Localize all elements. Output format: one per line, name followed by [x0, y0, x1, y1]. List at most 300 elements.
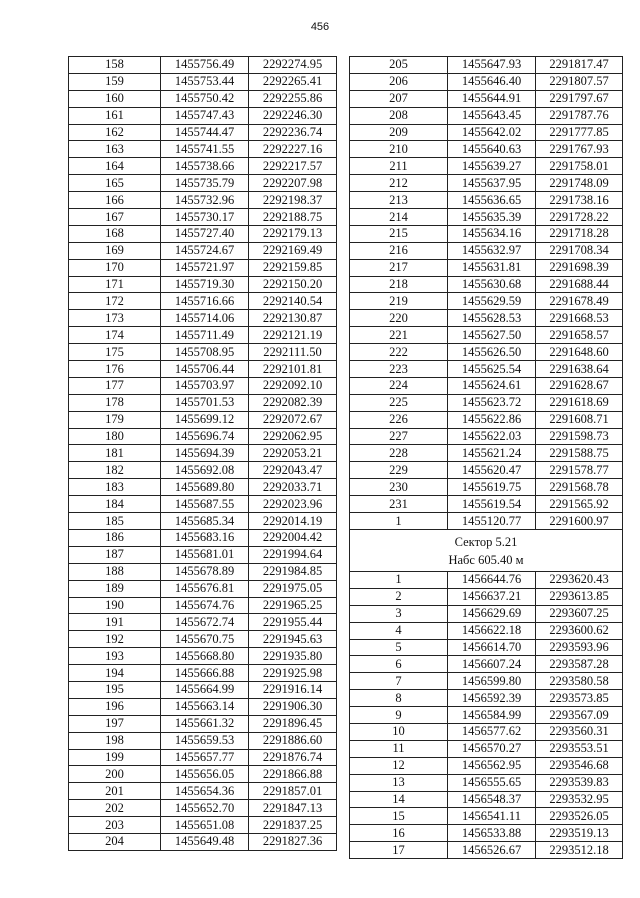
- point-number-cell: 170: [69, 259, 161, 276]
- table-row: [69, 175, 337, 192]
- y-coordinate-cell: 2291728.22: [536, 209, 623, 226]
- x-coordinate-cell: 1455657.77: [161, 749, 249, 766]
- point-number-cell: 171: [69, 276, 161, 293]
- point-number-cell: 177: [69, 377, 161, 394]
- point-number-cell: 204: [69, 833, 161, 850]
- table-row: [350, 259, 623, 276]
- x-coordinate-cell: 1455699.12: [161, 411, 249, 428]
- x-coordinate-cell: 1455647.93: [448, 57, 536, 74]
- table-row: [69, 597, 337, 614]
- table-row: [350, 344, 623, 361]
- table-row: [69, 276, 337, 293]
- y-coordinate-cell: 2292265.41: [249, 73, 337, 90]
- x-coordinate-cell: 1455654.36: [161, 783, 249, 800]
- x-coordinate-cell: 1455622.03: [448, 428, 536, 445]
- y-coordinate-cell: 2291688.44: [536, 276, 623, 293]
- y-coordinate-cell: 2293560.31: [536, 723, 623, 740]
- point-number-cell: 208: [350, 107, 448, 124]
- table-row: [69, 496, 337, 513]
- table-row: [69, 715, 337, 732]
- y-coordinate-cell: 2292169.49: [249, 242, 337, 259]
- point-number-cell: 179: [69, 411, 161, 428]
- point-number-cell: 200: [69, 766, 161, 783]
- coordinates-table-right: [349, 56, 623, 859]
- point-number-cell: 13: [350, 774, 448, 791]
- x-coordinate-cell: 1455706.44: [161, 361, 249, 378]
- table-row: [69, 242, 337, 259]
- x-coordinate-cell: 1455619.54: [448, 496, 536, 513]
- x-coordinate-cell: 1455694.39: [161, 445, 249, 462]
- point-number-cell: 210: [350, 141, 448, 158]
- y-coordinate-cell: 2292121.19: [249, 327, 337, 344]
- table-row: [69, 428, 337, 445]
- x-coordinate-cell: 1455632.97: [448, 242, 536, 259]
- y-coordinate-cell: 2291896.45: [249, 715, 337, 732]
- y-coordinate-cell: 2291797.67: [536, 90, 623, 107]
- y-coordinate-cell: 2291608.71: [536, 411, 623, 428]
- coordinates-table-left: [68, 56, 337, 851]
- x-coordinate-cell: 1455727.40: [161, 225, 249, 242]
- y-coordinate-cell: 2291975.05: [249, 580, 337, 597]
- x-coordinate-cell: 1455730.17: [161, 209, 249, 226]
- y-coordinate-cell: 2291916.14: [249, 681, 337, 698]
- table-row: [350, 293, 623, 310]
- point-number-cell: 226: [350, 411, 448, 428]
- x-coordinate-cell: 1455120.77: [448, 513, 536, 530]
- y-coordinate-cell: 2293553.51: [536, 740, 623, 757]
- x-coordinate-cell: 1455753.44: [161, 73, 249, 90]
- table-row: [69, 732, 337, 749]
- y-coordinate-cell: 2291618.69: [536, 394, 623, 411]
- y-coordinate-cell: 2292274.95: [249, 57, 337, 74]
- table-row: [350, 124, 623, 141]
- table-row: [69, 580, 337, 597]
- point-number-cell: 197: [69, 715, 161, 732]
- point-number-cell: 207: [350, 90, 448, 107]
- x-coordinate-cell: 1455674.76: [161, 597, 249, 614]
- table-row: [350, 757, 623, 774]
- point-number-cell: 213: [350, 192, 448, 209]
- point-number-cell: 178: [69, 394, 161, 411]
- table-row: [69, 648, 337, 665]
- table-row: [350, 513, 623, 530]
- y-coordinate-cell: 2292043.47: [249, 462, 337, 479]
- x-coordinate-cell: 1455627.50: [448, 327, 536, 344]
- y-coordinate-cell: 2291925.98: [249, 665, 337, 682]
- table-row: [350, 496, 623, 513]
- point-number-cell: 174: [69, 327, 161, 344]
- x-coordinate-cell: 1456607.24: [448, 656, 536, 673]
- x-coordinate-cell: 1455685.34: [161, 513, 249, 530]
- point-number-cell: 209: [350, 124, 448, 141]
- x-coordinate-cell: 1455656.05: [161, 766, 249, 783]
- x-coordinate-cell: 1455651.08: [161, 817, 249, 834]
- x-coordinate-cell: 1455637.95: [448, 175, 536, 192]
- y-coordinate-cell: 2293567.09: [536, 707, 623, 724]
- x-coordinate-cell: 1455652.70: [161, 800, 249, 817]
- x-coordinate-cell: 1455628.53: [448, 310, 536, 327]
- y-coordinate-cell: 2291600.97: [536, 513, 623, 530]
- x-coordinate-cell: 1456644.76: [448, 571, 536, 588]
- point-number-cell: 159: [69, 73, 161, 90]
- point-number-cell: 195: [69, 681, 161, 698]
- table-row: [350, 90, 623, 107]
- table-row: [350, 141, 623, 158]
- point-number-cell: 168: [69, 225, 161, 242]
- table-row: [69, 513, 337, 530]
- y-coordinate-cell: 2291718.28: [536, 225, 623, 242]
- x-coordinate-cell: 1455630.68: [448, 276, 536, 293]
- y-coordinate-cell: 2291565.92: [536, 496, 623, 513]
- table-row: [350, 639, 623, 656]
- y-coordinate-cell: 2293580.58: [536, 673, 623, 690]
- y-coordinate-cell: 2291876.74: [249, 749, 337, 766]
- y-coordinate-cell: 2291678.49: [536, 293, 623, 310]
- y-coordinate-cell: 2292014.19: [249, 513, 337, 530]
- page-number: 456: [310, 21, 330, 33]
- y-coordinate-cell: 2292150.20: [249, 276, 337, 293]
- y-coordinate-cell: 2291588.75: [536, 445, 623, 462]
- table-row: [350, 428, 623, 445]
- point-number-cell: 230: [350, 479, 448, 496]
- table-row: [69, 344, 337, 361]
- point-number-cell: 216: [350, 242, 448, 259]
- point-number-cell: 214: [350, 209, 448, 226]
- point-number-cell: 218: [350, 276, 448, 293]
- point-number-cell: 223: [350, 361, 448, 378]
- table-row: [69, 73, 337, 90]
- x-coordinate-cell: 1455676.81: [161, 580, 249, 597]
- y-coordinate-cell: 2293546.68: [536, 757, 623, 774]
- table-row: [69, 665, 337, 682]
- x-coordinate-cell: 1456570.27: [448, 740, 536, 757]
- point-number-cell: 215: [350, 225, 448, 242]
- table-row: [350, 445, 623, 462]
- y-coordinate-cell: 2291767.93: [536, 141, 623, 158]
- x-coordinate-cell: 1455668.80: [161, 648, 249, 665]
- x-coordinate-cell: 1455689.80: [161, 479, 249, 496]
- point-number-cell: 217: [350, 259, 448, 276]
- table-row: [69, 124, 337, 141]
- right-table-body-top: [350, 57, 623, 530]
- y-coordinate-cell: 2291578.77: [536, 462, 623, 479]
- y-coordinate-cell: 2291738.16: [536, 192, 623, 209]
- y-coordinate-cell: 2291807.57: [536, 73, 623, 90]
- point-number-cell: 219: [350, 293, 448, 310]
- table-row: [69, 394, 337, 411]
- table-row: [69, 327, 337, 344]
- point-number-cell: 163: [69, 141, 161, 158]
- x-coordinate-cell: 1455623.72: [448, 394, 536, 411]
- x-coordinate-cell: 1455639.27: [448, 158, 536, 175]
- y-coordinate-cell: 2293607.25: [536, 605, 623, 622]
- x-coordinate-cell: 1455701.53: [161, 394, 249, 411]
- point-number-cell: 166: [69, 192, 161, 209]
- sector-height: Набс 605.40 м: [448, 552, 524, 567]
- y-coordinate-cell: 2292140.54: [249, 293, 337, 310]
- table-row: [69, 158, 337, 175]
- table-row: [69, 681, 337, 698]
- table-row: [350, 690, 623, 707]
- point-number-cell: 8: [350, 690, 448, 707]
- y-coordinate-cell: 2292179.13: [249, 225, 337, 242]
- x-coordinate-cell: 1455747.43: [161, 107, 249, 124]
- table-row: [350, 740, 623, 757]
- point-number-cell: 205: [350, 57, 448, 74]
- point-number-cell: 173: [69, 310, 161, 327]
- table-row: [350, 791, 623, 808]
- y-coordinate-cell: 2293532.95: [536, 791, 623, 808]
- y-coordinate-cell: 2291955.44: [249, 614, 337, 631]
- table-row: [69, 57, 337, 74]
- table-row: [69, 107, 337, 124]
- point-number-cell: 9: [350, 707, 448, 724]
- point-number-cell: 188: [69, 563, 161, 580]
- table-row: [69, 361, 337, 378]
- point-number-cell: 196: [69, 698, 161, 715]
- table-row: [350, 57, 623, 74]
- point-number-cell: 172: [69, 293, 161, 310]
- table-row: [350, 462, 623, 479]
- table-row: [350, 175, 623, 192]
- point-number-cell: 202: [69, 800, 161, 817]
- x-coordinate-cell: 1456599.80: [448, 673, 536, 690]
- table-row: [350, 158, 623, 175]
- point-number-cell: 167: [69, 209, 161, 226]
- y-coordinate-cell: 2291568.78: [536, 479, 623, 496]
- y-coordinate-cell: 2291758.01: [536, 158, 623, 175]
- x-coordinate-cell: 1455631.81: [448, 259, 536, 276]
- y-coordinate-cell: 2291648.60: [536, 344, 623, 361]
- point-number-cell: 15: [350, 808, 448, 825]
- point-number-cell: 198: [69, 732, 161, 749]
- y-coordinate-cell: 2291847.13: [249, 800, 337, 817]
- point-number-cell: 191: [69, 614, 161, 631]
- table-row: [69, 529, 337, 546]
- y-coordinate-cell: 2293620.43: [536, 571, 623, 588]
- point-number-cell: 1: [350, 513, 448, 530]
- x-coordinate-cell: 1455735.79: [161, 175, 249, 192]
- y-coordinate-cell: 2292111.50: [249, 344, 337, 361]
- table-row: [69, 90, 337, 107]
- table-row: [69, 310, 337, 327]
- table-row: [69, 766, 337, 783]
- sector-title: Сектор 5.21: [454, 534, 518, 549]
- x-coordinate-cell: 1456533.88: [448, 825, 536, 842]
- table-row: [350, 276, 623, 293]
- y-coordinate-cell: 2291638.64: [536, 361, 623, 378]
- point-number-cell: 175: [69, 344, 161, 361]
- y-coordinate-cell: 2291837.25: [249, 817, 337, 834]
- y-coordinate-cell: 2293512.18: [536, 842, 623, 859]
- table-row: [350, 622, 623, 639]
- y-coordinate-cell: 2291886.60: [249, 732, 337, 749]
- point-number-cell: 162: [69, 124, 161, 141]
- table-row: [350, 192, 623, 209]
- point-number-cell: 4: [350, 622, 448, 639]
- y-coordinate-cell: 2293613.85: [536, 588, 623, 605]
- table-row: [350, 225, 623, 242]
- point-number-cell: 190: [69, 597, 161, 614]
- point-number-cell: 6: [350, 656, 448, 673]
- x-coordinate-cell: 1456555.65: [448, 774, 536, 791]
- x-coordinate-cell: 1455649.48: [161, 833, 249, 850]
- table-row: [350, 209, 623, 226]
- x-coordinate-cell: 1455661.32: [161, 715, 249, 732]
- table-row: [69, 563, 337, 580]
- point-number-cell: 1: [350, 571, 448, 588]
- left-table-body: [69, 57, 337, 851]
- y-coordinate-cell: 2293526.05: [536, 808, 623, 825]
- table-row: [350, 394, 623, 411]
- x-coordinate-cell: 1455622.86: [448, 411, 536, 428]
- table-row: [69, 209, 337, 226]
- table-row: [69, 259, 337, 276]
- table-row: [69, 631, 337, 648]
- y-coordinate-cell: 2292246.30: [249, 107, 337, 124]
- point-number-cell: 176: [69, 361, 161, 378]
- x-coordinate-cell: 1456592.39: [448, 690, 536, 707]
- table-row: [350, 808, 623, 825]
- point-number-cell: 14: [350, 791, 448, 808]
- x-coordinate-cell: 1455756.49: [161, 57, 249, 74]
- x-coordinate-cell: 1455687.55: [161, 496, 249, 513]
- y-coordinate-cell: 2291698.39: [536, 259, 623, 276]
- x-coordinate-cell: 1455664.99: [161, 681, 249, 698]
- table-row: [69, 749, 337, 766]
- point-number-cell: 16: [350, 825, 448, 842]
- point-number-cell: 183: [69, 479, 161, 496]
- x-coordinate-cell: 1455741.55: [161, 141, 249, 158]
- table-row: [350, 327, 623, 344]
- y-coordinate-cell: 2292236.74: [249, 124, 337, 141]
- point-number-cell: 225: [350, 394, 448, 411]
- x-coordinate-cell: 1455659.53: [161, 732, 249, 749]
- x-coordinate-cell: 1456584.99: [448, 707, 536, 724]
- point-number-cell: 180: [69, 428, 161, 445]
- x-coordinate-cell: 1456548.37: [448, 791, 536, 808]
- table-row: [69, 479, 337, 496]
- x-coordinate-cell: 1455629.59: [448, 293, 536, 310]
- y-coordinate-cell: 2292092.10: [249, 377, 337, 394]
- x-coordinate-cell: 1455703.97: [161, 377, 249, 394]
- table-row: [350, 656, 623, 673]
- y-coordinate-cell: 2291708.34: [536, 242, 623, 259]
- y-coordinate-cell: 2291748.09: [536, 175, 623, 192]
- y-coordinate-cell: 2292082.39: [249, 394, 337, 411]
- x-coordinate-cell: 1455621.24: [448, 445, 536, 462]
- y-coordinate-cell: 2293539.83: [536, 774, 623, 791]
- table-row: [350, 242, 623, 259]
- sector-header-section: [350, 529, 623, 571]
- x-coordinate-cell: 1455624.61: [448, 377, 536, 394]
- x-coordinate-cell: 1456541.11: [448, 808, 536, 825]
- table-row: [69, 192, 337, 209]
- table-row: [69, 614, 337, 631]
- table-row: [69, 698, 337, 715]
- x-coordinate-cell: 1456637.21: [448, 588, 536, 605]
- table-row: [69, 225, 337, 242]
- y-coordinate-cell: 2292255.86: [249, 90, 337, 107]
- y-coordinate-cell: 2292217.57: [249, 158, 337, 175]
- x-coordinate-cell: 1455678.89: [161, 563, 249, 580]
- y-coordinate-cell: 2291628.67: [536, 377, 623, 394]
- point-number-cell: 160: [69, 90, 161, 107]
- point-number-cell: 206: [350, 73, 448, 90]
- point-number-cell: 10: [350, 723, 448, 740]
- point-number-cell: 194: [69, 665, 161, 682]
- y-coordinate-cell: 2292004.42: [249, 529, 337, 546]
- y-coordinate-cell: 2291817.47: [536, 57, 623, 74]
- x-coordinate-cell: 1455683.16: [161, 529, 249, 546]
- table-row: [69, 817, 337, 834]
- y-coordinate-cell: 2292207.98: [249, 175, 337, 192]
- y-coordinate-cell: 2291906.30: [249, 698, 337, 715]
- y-coordinate-cell: 2291598.73: [536, 428, 623, 445]
- table-row: [350, 479, 623, 496]
- y-coordinate-cell: 2292033.71: [249, 479, 337, 496]
- table-row: [350, 411, 623, 428]
- table-row: [350, 605, 623, 622]
- y-coordinate-cell: 2292198.37: [249, 192, 337, 209]
- x-coordinate-cell: 1455670.75: [161, 631, 249, 648]
- y-coordinate-cell: 2292188.75: [249, 209, 337, 226]
- table-row: [69, 546, 337, 563]
- x-coordinate-cell: 1455626.50: [448, 344, 536, 361]
- x-coordinate-cell: 1456629.69: [448, 605, 536, 622]
- sector-header: [350, 529, 623, 571]
- x-coordinate-cell: 1455672.74: [161, 614, 249, 631]
- point-number-cell: 12: [350, 757, 448, 774]
- y-coordinate-cell: 2292072.67: [249, 411, 337, 428]
- x-coordinate-cell: 1455634.16: [448, 225, 536, 242]
- y-coordinate-cell: 2291658.57: [536, 327, 623, 344]
- x-coordinate-cell: 1455620.47: [448, 462, 536, 479]
- table-row: [69, 411, 337, 428]
- point-number-cell: 181: [69, 445, 161, 462]
- x-coordinate-cell: 1455640.63: [448, 141, 536, 158]
- point-number-cell: 7: [350, 673, 448, 690]
- y-coordinate-cell: 2293593.96: [536, 639, 623, 656]
- x-coordinate-cell: 1455714.06: [161, 310, 249, 327]
- point-number-cell: 169: [69, 242, 161, 259]
- x-coordinate-cell: 1455644.91: [448, 90, 536, 107]
- y-coordinate-cell: 2293587.28: [536, 656, 623, 673]
- x-coordinate-cell: 1455696.74: [161, 428, 249, 445]
- x-coordinate-cell: 1455663.14: [161, 698, 249, 715]
- sector-header-row: [350, 529, 623, 571]
- point-number-cell: 158: [69, 57, 161, 74]
- y-coordinate-cell: 2291787.76: [536, 107, 623, 124]
- point-number-cell: 165: [69, 175, 161, 192]
- x-coordinate-cell: 1455721.97: [161, 259, 249, 276]
- x-coordinate-cell: 1455625.54: [448, 361, 536, 378]
- y-coordinate-cell: 2293519.13: [536, 825, 623, 842]
- point-number-cell: 211: [350, 158, 448, 175]
- x-coordinate-cell: 1455711.49: [161, 327, 249, 344]
- y-coordinate-cell: 2291866.88: [249, 766, 337, 783]
- point-number-cell: 161: [69, 107, 161, 124]
- x-coordinate-cell: 1455738.66: [161, 158, 249, 175]
- y-coordinate-cell: 2292159.85: [249, 259, 337, 276]
- table-row: [350, 723, 623, 740]
- y-coordinate-cell: 2291984.85: [249, 563, 337, 580]
- point-number-cell: 182: [69, 462, 161, 479]
- y-coordinate-cell: 2291857.01: [249, 783, 337, 800]
- x-coordinate-cell: 1456614.70: [448, 639, 536, 656]
- point-number-cell: 229: [350, 462, 448, 479]
- table-row: [69, 445, 337, 462]
